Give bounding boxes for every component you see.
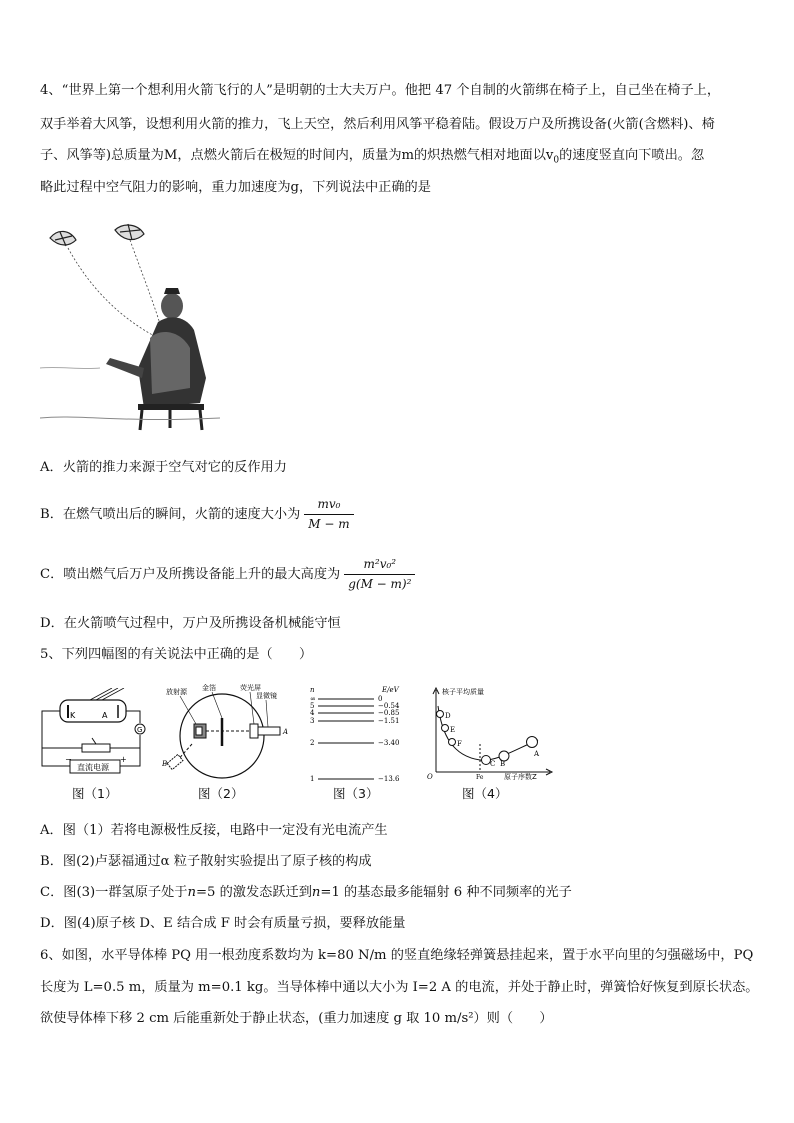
svg-text:−0.54: −0.54	[378, 702, 400, 710]
q4-line-4: 略此过程中空气阻力的影响，重力加速度为g，下列说法中正确的是	[40, 180, 431, 195]
svg-text:∞: ∞	[310, 695, 316, 703]
svg-text:−: −	[65, 755, 72, 764]
svg-text:B: B	[500, 760, 506, 768]
svg-text:金箔: 金箔	[202, 684, 216, 692]
energy-level-1	[310, 775, 400, 782]
figure-4-nucleon-mass	[424, 684, 554, 780]
q6-line-1: 6、如图，水平导体棒 PQ 用一根劲度系数均为 k=80 N/m 的竖直绝缘轻弹簧悬挂起来，置于水平向里的匀强磁场中，PQ	[40, 948, 754, 963]
point-d	[437, 711, 452, 721]
svg-text:直流电源: 直流电源	[77, 763, 109, 772]
svg-text:Fe: Fe	[476, 774, 484, 780]
svg-text:D: D	[445, 712, 451, 720]
figure-2-alpha-scattering	[162, 684, 292, 782]
q4-line-2: 双手举着大风筝，设想利用火箭的推力，飞上天空，然后利用风筝平稳着陆。假设万户及所携设备(火箭(含燃料)、椅	[40, 117, 715, 132]
svg-text:G: G	[137, 726, 143, 734]
figure-2-caption: 图（2）	[198, 786, 244, 801]
svg-text:1: 1	[310, 775, 315, 782]
q5-option-d: D．图(4)原子核 D、E 结合成 F 时会有质量亏损，要释放能量	[40, 916, 406, 931]
q6-line-2: 长度为 L=0.5 m，质量为 m=0.1 kg。当导体棒中通以大小为 I=2 A 的电流，并处于静止时，弹簧恰好恢复到原长状态。	[40, 980, 759, 995]
point-f	[449, 739, 463, 749]
q4-option-b: B．在燃气喷出后的瞬间，火箭的速度大小为 $\frac{\text{mv₀}}{M - m}$	[40, 496, 354, 533]
svg-text:K: K	[70, 711, 76, 720]
figure-1-caption: 图（1）	[72, 786, 118, 801]
energy-level-3	[310, 717, 399, 725]
wan-hu-illustration	[40, 218, 220, 433]
q6-line-3: 欲使导体棒下移 2 cm 后能重新处于静止状态，(重力加速度 g 取 10 m/s²）则（ ）	[40, 1011, 553, 1026]
svg-text:F: F	[457, 740, 462, 748]
figure-3-caption: 图（3）	[333, 786, 379, 801]
svg-text:−0.85: −0.85	[378, 709, 400, 717]
svg-text:3: 3	[310, 717, 315, 725]
svg-text:放射源: 放射源	[166, 688, 187, 696]
point-a	[527, 737, 541, 759]
figure-1-photoelectric-circuit	[40, 688, 152, 780]
point-e	[442, 725, 456, 735]
svg-text:A: A	[102, 711, 108, 720]
q5-option-b: B．图(2)卢瑟福通过α 粒子散射实验提出了原子核的构成	[40, 854, 372, 869]
figure-4-caption: 图（4）	[462, 786, 508, 801]
q4-option-c: C．喷出燃气后万户及所携设备能上升的最大高度为 $\frac{\text{m²v₀²}}{\text{g(M − m)²}}$	[40, 556, 415, 593]
q4-option-a: A．火箭的推力来源于空气对它的反作用力	[40, 460, 287, 475]
svg-text:C: C	[490, 760, 496, 768]
svg-text:E/eV: E/eV	[382, 686, 399, 694]
energy-level-4	[310, 709, 399, 717]
svg-text:A: A	[283, 728, 289, 736]
q5-option-a: A．图（1）若将电源极性反接，电路中一定没有光电流产生	[40, 823, 388, 838]
svg-text:−1.51: −1.51	[378, 717, 400, 725]
svg-text:E: E	[450, 726, 456, 734]
svg-text:原子序数Z: 原子序数Z	[504, 773, 537, 780]
svg-text:荧光屏: 荧光屏	[240, 684, 261, 692]
figure-3-hydrogen-levels	[306, 686, 406, 782]
svg-text:−3.40: −3.40	[378, 739, 400, 747]
svg-text:−13.6: −13.6	[378, 775, 400, 782]
svg-text:核子平均质量: 核子平均质量	[442, 688, 484, 696]
point-c	[482, 756, 496, 769]
q5-option-c: C．图(3)一群氢原子处于n=5 的激发态跃迁到n=1 的基态最多能辐射 6 种不同频率的光子	[40, 885, 572, 900]
svg-text:O: O	[427, 773, 433, 780]
svg-text:0: 0	[378, 695, 383, 703]
energy-level-2	[310, 739, 399, 747]
svg-text:5: 5	[310, 702, 315, 710]
svg-text:B: B	[162, 760, 168, 768]
q4-option-d: D．在火箭喷气过程中，万户及所携设备机械能守恒	[40, 616, 341, 631]
energy-level-inf	[310, 695, 382, 703]
svg-text:+: +	[120, 755, 127, 764]
q4-line-1: 4、“世界上第一个想利用火箭飞行的人”是明朝的士大夫万户。他把 47 个自制的火箭绑在椅子上，自己坐在椅子上，	[40, 83, 721, 98]
point-b	[499, 751, 509, 768]
svg-text:A: A	[534, 750, 540, 758]
svg-text:n: n	[310, 686, 315, 694]
svg-text:2: 2	[310, 739, 315, 747]
q4-line-3: 子、风筝等)总质量为M，点燃火箭后在极短的时间内，质量为m的炽热燃气相对地面以$v_0$的速度竖直向下喷出。忽	[40, 148, 705, 166]
svg-text:4: 4	[310, 709, 315, 717]
q5-stem: 5、下列四幅图的有关说法中正确的是（ ）	[40, 647, 313, 662]
svg-text:显微镜: 显微镜	[256, 692, 277, 700]
